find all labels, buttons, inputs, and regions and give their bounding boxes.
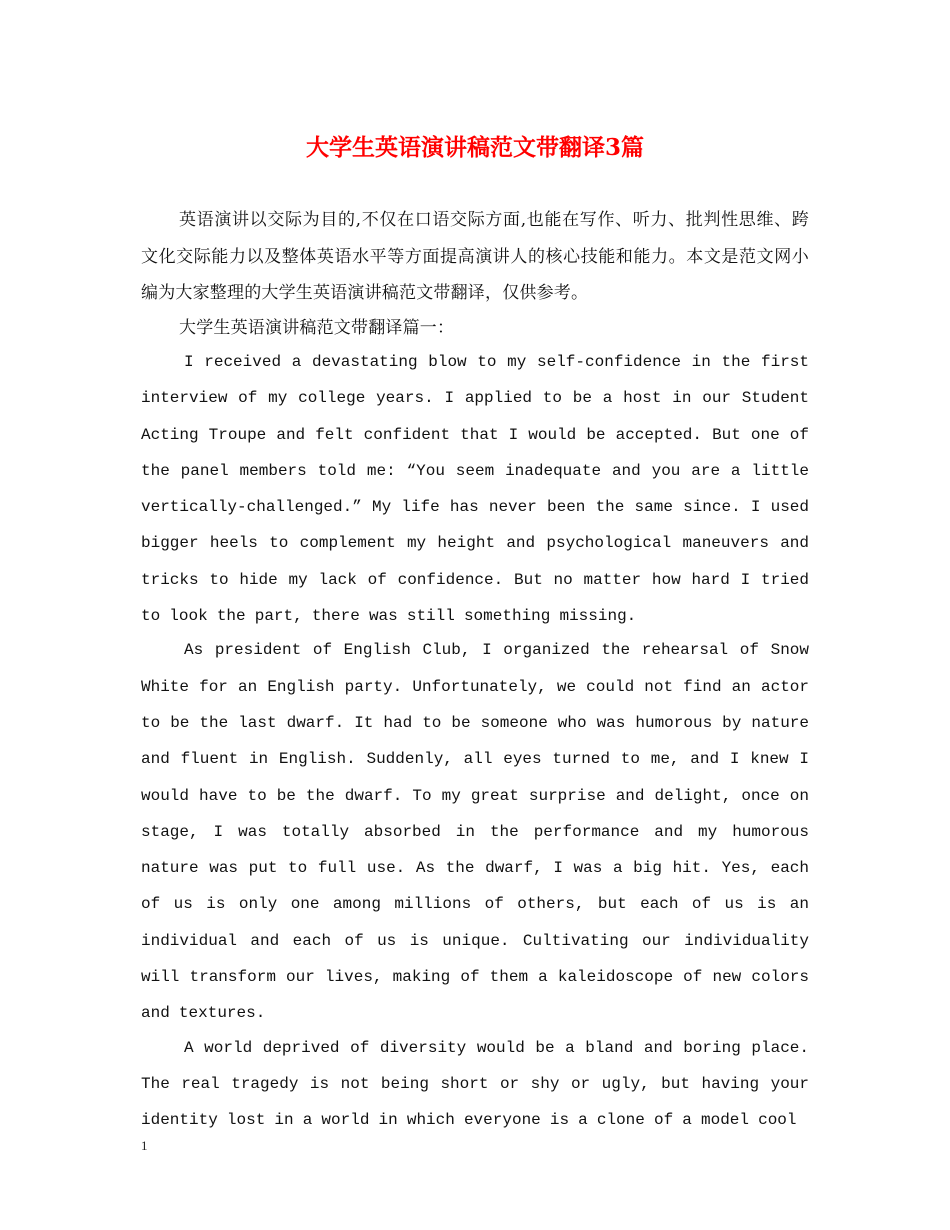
section-heading: 大学生英语演讲稿范文带翻译篇一： xyxy=(179,317,455,338)
body-paragraph-1: I received a devastating blow to my self-confidence in the first interview of my college years. I applied to be a host in our Student Acting Troupe and felt confident that I would be accepted. But one of the panel members told me: “You seem inadequate and you are a little vertically-challenged.” My life has never been the same since. I used bigger heels to complement my height and psychological maneuvers and tricks to hide my lack of confidence. But no matter how hard I tried to look the part, there was still something missing. xyxy=(141,353,809,626)
page-number: 1 xyxy=(141,1138,148,1153)
body-paragraph-2: As president of English Club, I organized the rehearsal of Snow White for an English party. Unfortunately, we could not find an actor to be the last dwarf. It had to be someone who was humorous by nature and fluent in English. Suddenly, all eyes turned to me, and I knew I would have to be the dwarf. To my great surprise and delight, once on stage, I was totally absorbed in the performance and my humorous nature was put to full use. As the dwarf, I was a big hit. Yes, each of us is only one among millions of others, but each of us is an individual and each of us is unique. Cultivating our individuality will transform our lives, making of them a kaleidoscope of new colors and textures. xyxy=(141,641,809,1023)
document-body xyxy=(141,202,809,1139)
intro-paragraph: 英语演讲以交际为目的,不仅在口语交际方面,也能在写作、听力、批判性思维、跨文化交际能力以及整体英语水平等方面提高演讲人的核心技能和能力。本文是范文网小编为大家整理的大学生英语演讲稿范文带翻译，仅供参考。 xyxy=(141,210,809,303)
body-paragraph-3: A world deprived of diversity would be a bland and boring place. The real tragedy is not being short or shy or ugly, but having your identity lost in a world in which everyone is a clone of a model cool xyxy=(141,1038,809,1130)
document-title: 大学生英语演讲稿范文带翻译3篇 xyxy=(305,134,644,161)
